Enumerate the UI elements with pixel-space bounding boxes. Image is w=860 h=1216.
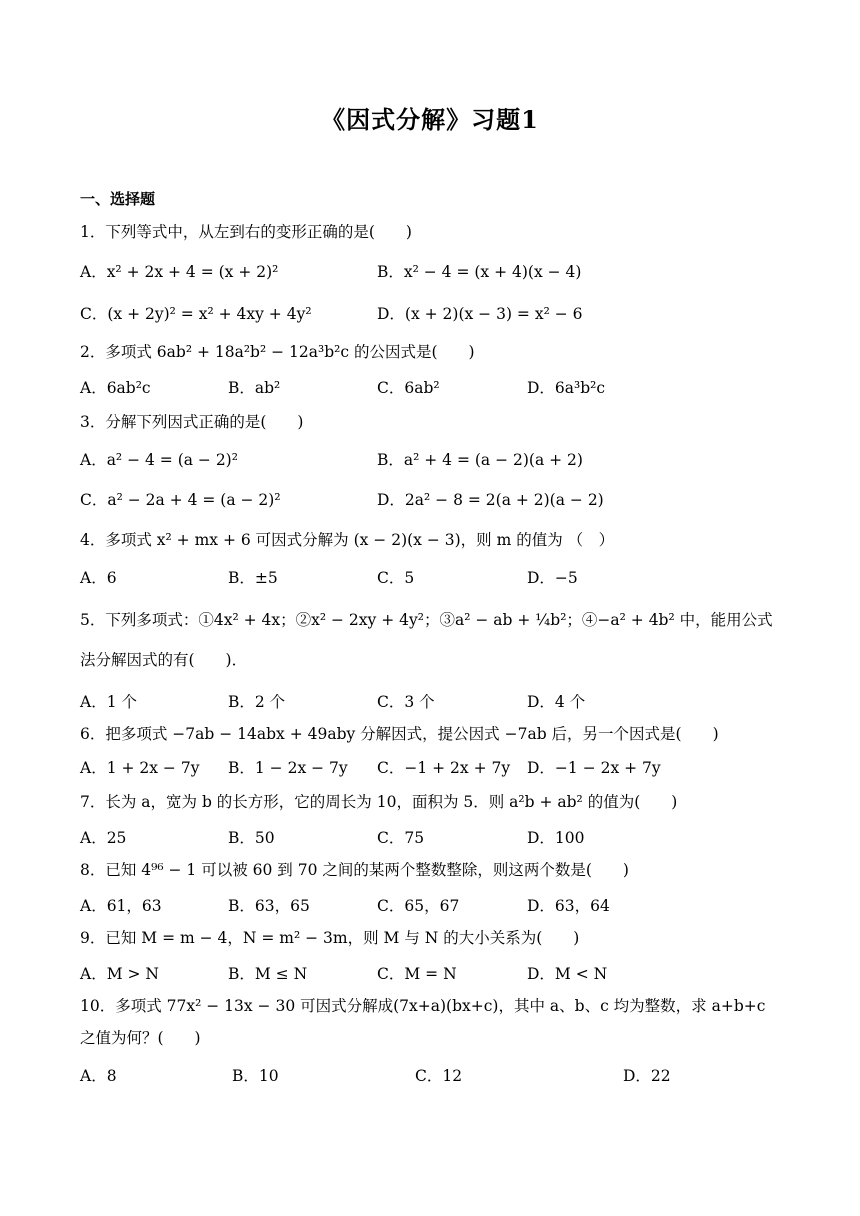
question-2-option-c: C．6ab² [377,379,440,397]
page-title: 《因式分解》习题1 [321,105,539,134]
question-5-stem: 5．下列多项式：①4x² + 4x；②x² − 2xy + 4y²；③a² − ab + ¼b²；④−a² + 4b² 中，能用公式法分解因式的有( )． [80,611,773,669]
question-6-stem: 6．把多项式 −7ab − 14abx + 49aby 分解因式，提公因式 −7ab 后，另一个因式是( ) [80,725,719,743]
question-5-option-d: D．4 个 [527,693,586,711]
question-8-option-b: B．63，65 [228,897,310,915]
question-9-options [80,962,800,988]
question-6-option-c: C．−1 + 2x + 7y [377,759,511,777]
question-4-option-c: C．5 [377,569,415,587]
question-1-options-row-1 [80,260,800,286]
question-5-options [80,690,800,716]
question-9-option-d: D．M < N [527,965,608,983]
question-8-option-c: C．65，67 [377,897,460,915]
question-2-options [80,376,800,402]
question-8-stem: 8．已知 4⁹⁶ − 1 可以被 60 到 70 之间的某两个整数整除，则这两个数是( ) [80,861,629,879]
question-10-option-c: C．12 [415,1067,463,1085]
question-7-options [80,826,800,852]
question-3-option-d: D．2a² − 8 = 2(a + 2)(a − 2) [377,491,604,509]
question-6-options [80,756,800,782]
question-7-option-d: D．100 [527,829,585,847]
question-4-option-a: A．6 [80,569,117,587]
question-9-stem: 9．已知 M = m − 4，N = m² − 3m，则 M 与 N 的大小关系为( ) [80,929,580,947]
question-2-option-b: B．ab² [228,379,281,397]
question-7-option-b: B．50 [228,829,275,847]
question-10-option-b: B．10 [232,1067,279,1085]
question-7-stem: 7．长为 a，宽为 b 的长方形，它的周长为 10，面积为 5．则 a²b + ab² 的值为( ) [80,793,678,811]
question-9-option-a: A．M > N [80,965,159,983]
question-9-option-c: C．M = N [377,965,457,983]
question-3-option-c: C．a² − 2a + 4 = (a − 2)² [80,491,281,509]
question-6-option-a: A．1 + 2x − 7y [80,759,200,777]
question-10-option-a: A．8 [80,1067,117,1085]
question-4-stem: 4．多项式 x² + mx + 6 可因式分解为 (x − 2)(x − 3)，则 m 的值为 （ ） [80,531,615,549]
question-2-option-d: D．6a³b²c [527,379,606,397]
question-5-option-a: A．1 个 [80,693,137,711]
question-3-option-a: A．a² − 4 = (a − 2)² [80,451,238,469]
question-4-options [80,566,800,592]
question-10-stem: 10．多项式 77x² − 13x − 30 可因式分解成(7x+a)(bx+c)，其中 a、b、c 均为整数，求 a+b+c 之值为何？( ) [80,997,766,1047]
question-1-option-c: C．(x + 2y)² = x² + 4xy + 4y² [80,305,312,323]
question-8-option-a: A．61，63 [80,897,162,915]
question-4-option-d: D．−5 [527,569,578,587]
question-6-option-b: B．1 − 2x − 7y [228,759,348,777]
question-3-options-row-2 [80,488,800,514]
question-3-stem: 3．分解下列因式正确的是( ) [80,413,304,431]
question-3-option-b: B．a² + 4 = (a − 2)(a + 2) [377,451,583,469]
question-5-option-b: B．2 个 [228,693,286,711]
question-5-option-c: C．3 个 [377,693,435,711]
question-7-option-c: C．75 [377,829,425,847]
question-6-option-d: D．−1 − 2x + 7y [527,759,661,777]
question-10-option-d: D．22 [623,1067,671,1085]
question-2-stem: 2．多项式 6ab² + 18a²b² − 12a³b²c 的公因式是( ) [80,343,475,361]
question-1-option-a: A．x² + 2x + 4 = (x + 2)² [80,263,279,281]
question-8-option-d: D．63，64 [527,897,610,915]
question-1-option-b: B．x² − 4 = (x + 4)(x − 4) [377,263,582,281]
question-3-options-row-1 [80,448,800,474]
question-1-options-row-2 [80,302,800,328]
question-8-options [80,894,800,920]
question-1-stem: 1．下列等式中，从左到右的变形正确的是( ) [80,223,412,241]
question-2-option-a: A．6ab²c [80,379,151,397]
question-9-option-b: B．M ≤ N [228,965,308,983]
question-4-option-b: B．±5 [228,569,278,587]
question-1-option-d: D．(x + 2)(x − 3) = x² − 6 [377,305,583,323]
section-heading: 一、选择题 [80,190,156,208]
question-10-options [80,1064,800,1090]
question-7-option-a: A．25 [80,829,127,847]
